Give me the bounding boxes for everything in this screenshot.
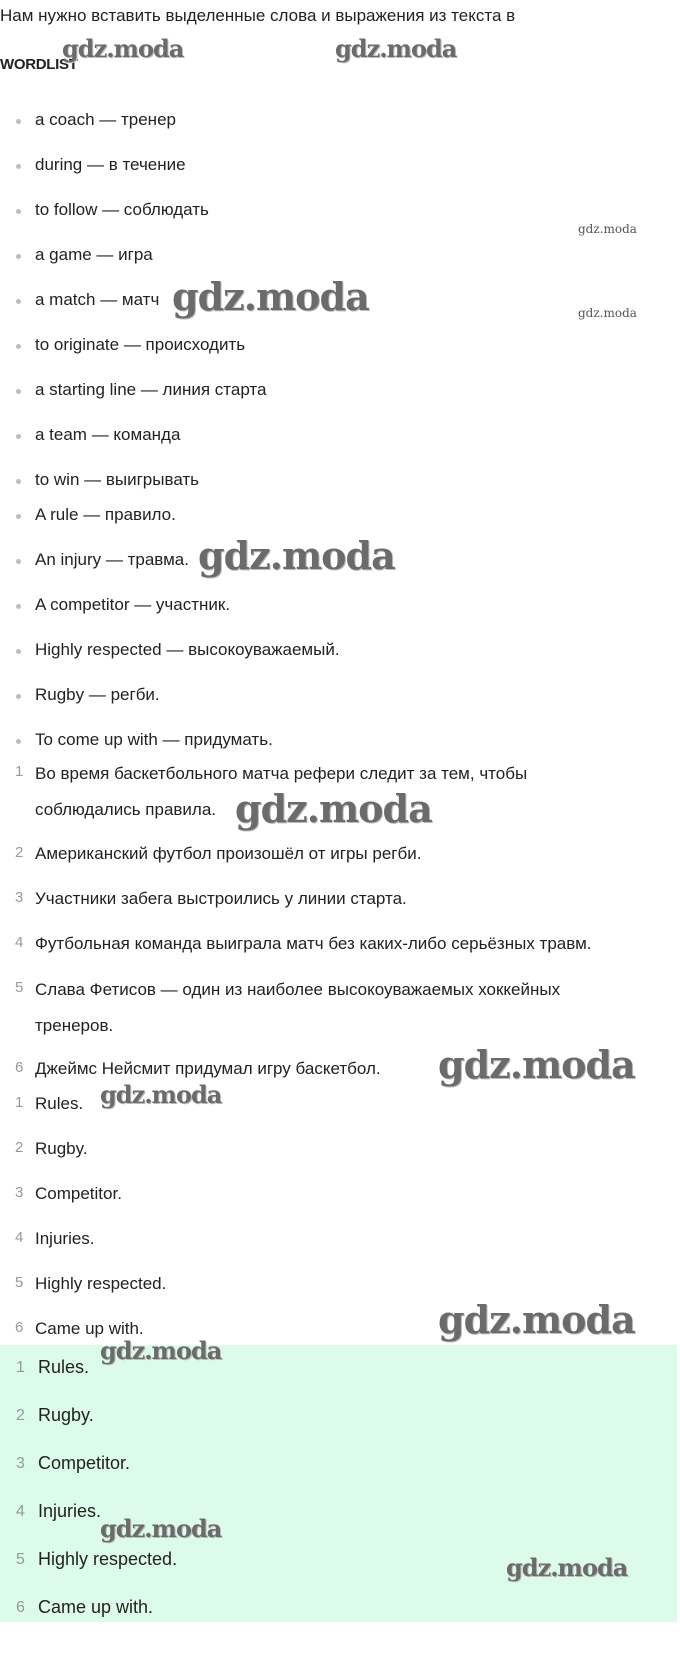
bullet-icon: [16, 604, 21, 609]
watermark: gdz.moda: [578, 306, 637, 320]
sentence-row: [0, 934, 680, 962]
answer-number: 1: [15, 1094, 24, 1111]
sentence-number: 3: [15, 889, 24, 906]
answer-number: 1: [16, 1359, 25, 1376]
watermark: gdz.moda: [100, 1514, 222, 1543]
answer-text: Rugby.: [35, 1139, 88, 1158]
sentence-row: [0, 844, 680, 872]
answer-number: 4: [16, 1503, 25, 1520]
answer-number: 6: [16, 1599, 25, 1616]
answer-text: Rules.: [38, 1357, 90, 1377]
bullet-icon: [16, 119, 21, 124]
watermark: gdz.moda: [438, 1042, 635, 1087]
watermark: gdz.moda: [438, 1297, 635, 1342]
answer-row: [0, 1595, 680, 1623]
bullet-icon: [16, 694, 21, 699]
sentence-number: 4: [15, 934, 24, 951]
watermark: gdz.moda: [578, 222, 637, 236]
answer-number: 4: [15, 1229, 24, 1246]
bullet-icon: [16, 649, 21, 654]
sentence-text: Участники забега выстроились у линии старта.: [35, 889, 407, 908]
answer-number: 3: [16, 1455, 25, 1472]
sentence-text: Американский футбол произошёл от игры регби.: [35, 844, 422, 863]
answer-text: Rules.: [35, 1094, 84, 1113]
watermark: gdz.moda: [335, 34, 457, 63]
bullet-icon: [16, 344, 21, 349]
watermark: gdz.moda: [235, 786, 432, 831]
answer-text: Highly respected.: [38, 1549, 178, 1569]
watermark: gdz.moda: [100, 1336, 222, 1365]
bullet-icon: [16, 434, 21, 439]
answer-row: [0, 1184, 680, 1212]
answer-text: Competitor.: [38, 1453, 131, 1473]
answer-row: [0, 1451, 680, 1479]
answer-row: [0, 1229, 680, 1257]
bullet-icon: [16, 164, 21, 169]
bullet-icon: [16, 254, 21, 259]
sentence-text: Футбольная команда выиграла матч без каких-либо серьёзных травм.: [35, 934, 592, 953]
answer-text: Came up with.: [35, 1319, 144, 1338]
bullet-icon: [16, 209, 21, 214]
sentence-number: 2: [15, 844, 24, 861]
answer-text: Highly respected.: [35, 1274, 167, 1293]
sentence-text: Слава Фетисов — один из наиболее высокоуважаемых хоккейных тренеров.: [35, 980, 561, 1035]
answer-row: [0, 1139, 680, 1167]
watermark: gdz.moda: [172, 274, 369, 319]
watermark: gdz.moda: [198, 533, 395, 578]
answer-number: 3: [15, 1184, 24, 1201]
sentence-number: 6: [15, 1059, 24, 1076]
answer-row: [0, 1403, 680, 1431]
bullet-icon: [16, 514, 21, 519]
sentence-number: 5: [15, 979, 24, 996]
answer-number: 2: [15, 1139, 24, 1156]
watermark: gdz.moda: [100, 1080, 222, 1109]
sentence-row: [0, 979, 680, 1035]
bullet-icon: [16, 479, 21, 484]
answer-number: 5: [15, 1274, 24, 1291]
wordlist-title: WORDLIST: [0, 56, 78, 73]
sentence-number: 1: [15, 763, 24, 780]
answer-number: 2: [16, 1407, 25, 1424]
bullet-icon: [16, 299, 21, 304]
watermark: gdz.moda: [62, 34, 184, 63]
answer-text: Came up with.: [38, 1597, 154, 1617]
answer-text: Injuries.: [38, 1501, 102, 1521]
answer-number: 6: [15, 1319, 24, 1336]
intro-text: Нам нужно вставить выделенные слова и выражения из текста в: [0, 6, 516, 25]
sentence-row: [0, 889, 680, 917]
watermark: gdz.moda: [506, 1553, 628, 1582]
bullet-icon: [16, 559, 21, 564]
bullet-icon: [16, 389, 21, 394]
answer-text: Competitor.: [35, 1184, 122, 1203]
sentence-text: Во время баскетбольного матча рефери следит за тем, чтобы соблюдались правила.: [35, 764, 528, 819]
answer-number: 5: [16, 1551, 25, 1568]
answer-text: Rugby.: [38, 1405, 94, 1425]
bullet-icon: [16, 739, 21, 744]
answer-text: Injuries.: [35, 1229, 95, 1248]
sentence-text: Джеймс Нейсмит придумал игру баскетбол.: [35, 1059, 381, 1078]
